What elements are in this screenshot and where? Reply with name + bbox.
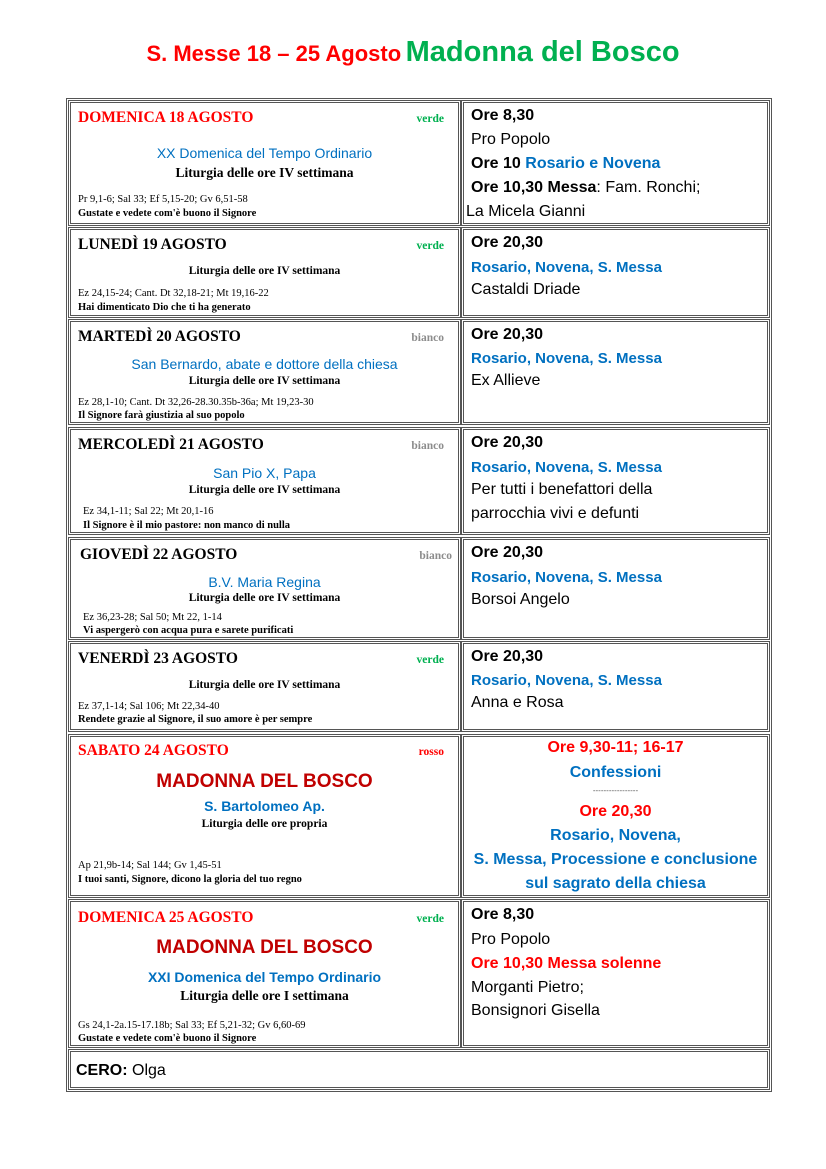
rosary-line [471,155,660,173]
confession-label: Confessioni [569,764,662,781]
intention: Castaldi Driade [471,281,581,298]
liturgical-color: rosso [418,746,444,758]
mass-cell-5 [463,539,768,638]
liturgy-hours: Liturgia delle ore IV settimana [188,265,341,277]
solemn-mass: Ore 10,30 Messa solenne [471,955,662,972]
motto: Rendete grazie al Signore, il suo amore è per sempre [78,714,313,725]
day-title: MERCOLEDÌ 21 AGOSTO [78,436,264,453]
mass-intention: : Fam. Ronchi; [596,179,701,196]
separator: ----------------- [592,786,639,795]
feast-name: San Pio X, Papa [213,465,316,481]
day-title: DOMENICA 25 AGOSTO [78,909,254,926]
mass-time: Ore 20,30 [579,803,652,820]
program: Rosario, Novena, S. Messa [471,459,662,476]
motto: I tuoi santi, Signore, dicono la gloria del tuo regno [78,874,302,885]
program-line-2: S. Messa, Processione e conclusione [473,851,758,868]
cero-line [76,1062,166,1080]
program: Rosario, Novena, S. Messa [471,672,662,689]
motto: Vi aspergerò con acqua pura e sarete purificati [83,625,294,636]
intention-3: Bonsignori Gisella [471,1002,600,1019]
day-title: DOMENICA 18 AGOSTO [78,109,254,126]
solemnity-title: MADONNA DEL BOSCO [156,771,373,792]
mass-label: Ore 10,30 Messa [471,179,597,196]
program: Rosario, Novena, S. Messa [471,259,662,276]
cero-value: Olga [132,1062,166,1079]
day-cell-2 [70,229,459,316]
feast-name: San Bernardo, abate e dottore della chiesa [131,356,398,372]
mass-time: Ore 20,30 [471,434,544,451]
readings: Ez 37,1-14; Sal 106; Mt 22,34-40 [78,701,220,712]
day-cell-4 [70,429,459,533]
mass-cell-2 [463,229,768,316]
program: Rosario, Novena, S. Messa [471,569,662,586]
program-line-3: sul sagrato della chiesa [525,875,706,892]
intention-2: parrocchia vivi e defunti [471,505,640,522]
page-title [0,36,826,69]
liturgy-hours: Liturgia delle ore IV settimana [188,679,341,691]
mass-time: Ore 8,30 [471,107,535,124]
day-cell-3 [70,321,459,423]
liturgical-color: bianco [419,550,452,562]
day-title: MARTEDÌ 20 AGOSTO [78,328,241,345]
liturgical-color: verde [416,913,444,925]
cero-cell [70,1051,768,1088]
readings: Ez 24,15-24; Cant. Dt 32,18-21; Mt 19,16-22 [78,288,269,299]
day-title: SABATO 24 AGOSTO [78,742,229,759]
intention: Ex Allieve [471,372,541,389]
confession-times: Ore 9,30-11; 16-17 [547,739,684,756]
mass-cell-3 [463,321,768,423]
liturgical-color: bianco [411,332,444,344]
readings: Ez 36,23-28; Sal 50; Mt 22, 1-14 [83,612,222,623]
program-line-1: Rosario, Novena, [550,827,681,844]
liturgy-hours: Liturgia delle ore propria [201,818,328,830]
intention: Pro Popolo [471,931,551,948]
motto: Il Signore farà giustizia al suo popolo [78,410,245,421]
day-title: GIOVEDÌ 22 AGOSTO [80,546,238,563]
mass-time: Ore 20,30 [471,326,544,343]
mass-cell-4 [463,429,768,533]
mass-cell-7 [463,736,768,896]
feast-name: S. Bartolomeo Ap. [204,798,325,814]
mass-cell-8 [463,901,768,1046]
intention-2: La Micela Gianni [466,203,586,220]
program: Rosario, Novena, S. Messa [471,350,662,367]
intention: Anna e Rosa [471,694,564,711]
liturgical-color: verde [416,240,444,252]
motto: Gustate e vedete com'è buono il Signore [78,1033,257,1044]
liturgical-color: verde [416,654,444,666]
liturgy-hours: Liturgia delle ore IV settimana [188,592,341,604]
solemnity-title: MADONNA DEL BOSCO [156,937,373,958]
liturgy-hours: Liturgia delle ore IV settimana [188,484,341,496]
feast-name: XXI Domenica del Tempo Ordinario [147,969,382,985]
intention: Per tutti i benefattori della [471,481,653,498]
motto: Hai dimenticato Dio che ti ha generato [78,302,251,313]
mass-line [471,179,700,197]
liturgy-hours: Liturgia delle ore IV settimana [188,375,341,387]
feast-name: B.V. Maria Regina [208,574,321,590]
mass-time: Ore 20,30 [471,648,544,665]
intention-2: Morganti Pietro; [471,979,584,996]
liturgy-hours: Liturgia delle ore I settimana [180,988,349,1003]
day-cell-1 [70,102,459,224]
rosary-text: Rosario e Novena [525,155,661,172]
intention: Borsoi Angelo [471,591,570,608]
liturgical-color: bianco [411,440,444,452]
day-title: LUNEDÌ 19 AGOSTO [78,236,227,253]
mass-time: Ore 20,30 [471,544,544,561]
day-cell-8 [70,901,459,1046]
rosary-time: Ore 10 [471,155,521,172]
title-prefix: S. Messe 18 – 25 Agosto [146,41,402,66]
motto: Gustate e vedete com'è buono il Signore [78,208,257,219]
mass-time: Ore 20,30 [471,234,544,251]
mass-time: Ore 8,30 [471,906,535,923]
readings: Gs 24,1-2a.15-17.18b; Sal 33; Ef 5,21-32; Gv 6,60-69 [78,1020,306,1031]
mass-cell-1 [463,102,768,224]
readings: Ez 34,1-11; Sal 22; Mt 20,1-16 [83,506,214,517]
readings: Ez 28,1-10; Cant. Dt 32,26-28.30.35b-36a; Mt 19,23-30 [78,397,314,408]
readings: Pr 9,1-6; Sal 33; Ef 5,15-20; Gv 6,51-58 [78,194,248,205]
day-cell-7 [70,736,459,896]
title-main: Madonna del Bosco [405,36,680,68]
liturgy-hours: Liturgia delle ore IV settimana [175,165,354,180]
feast-name: XX Domenica del Tempo Ordinario [156,145,373,161]
cero-label: CERO: [76,1062,128,1079]
readings: Ap 21,9b-14; Sal 144; Gv 1,45-51 [78,860,222,871]
day-cell-5 [70,539,459,638]
motto: Il Signore è il mio pastore: non manco di nulla [83,520,291,531]
day-cell-6 [70,643,459,730]
liturgical-color: verde [416,113,444,125]
day-title: VENERDÌ 23 AGOSTO [78,650,238,667]
intention: Pro Popolo [471,131,551,148]
mass-cell-6 [463,643,768,730]
